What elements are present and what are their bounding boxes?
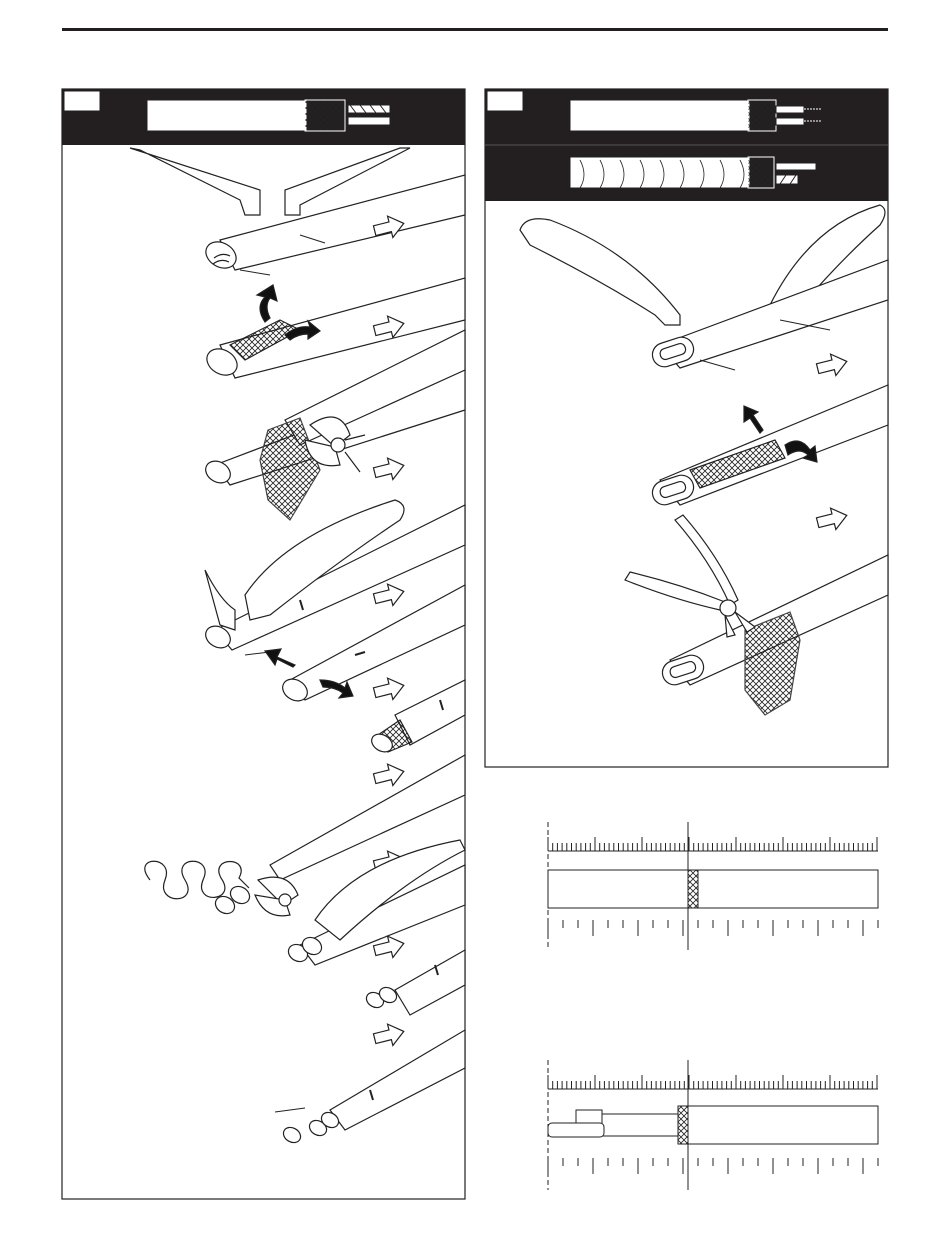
left-step-box [64,91,100,111]
right-step-box [487,91,523,111]
strip-step-1 [130,148,465,275]
flat-cable-step-2 [649,385,888,533]
bend-arrow-icon [744,406,763,433]
ruler-icon [548,1060,878,1190]
bend-arrow-icon [257,285,277,322]
left-panel [62,89,465,1199]
bend-arrow-icon [265,649,295,667]
strip-step-10 [275,1030,465,1146]
right-panel [485,89,888,767]
ruler-icon [548,822,878,950]
side-cutter-icon [625,515,755,637]
flat-cable-step-1 [520,205,888,379]
top-rule [62,28,888,31]
flat-cable-step-3 [625,515,888,715]
side-cutter-icon [255,877,298,916]
strip-step-9 [364,950,465,1049]
